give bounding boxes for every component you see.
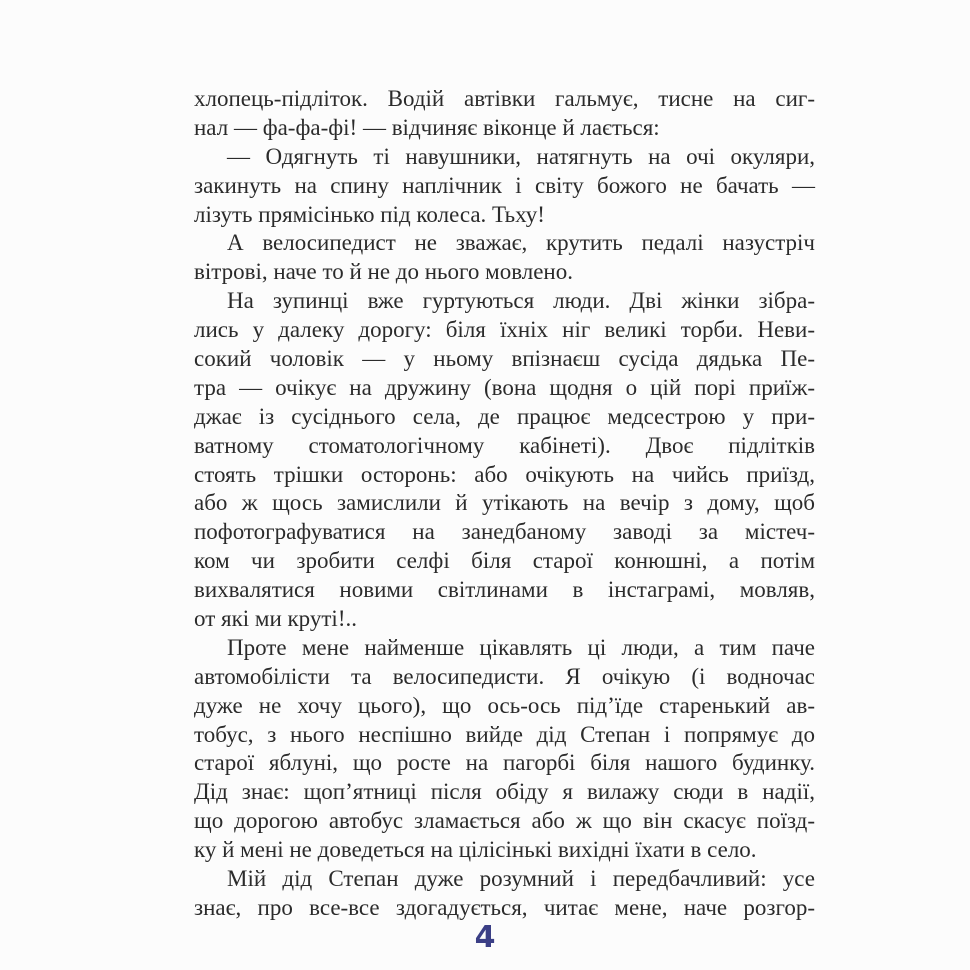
text-line: вітрові, наче то й не до нього мовлено. (194, 259, 573, 285)
page-body-text (194, 85, 815, 923)
text-line: На зупинці вже гуртуються люди. Дві жінки зібра- (227, 288, 815, 314)
text-line: автомобілісти та велосипедисти. Я очікую (і водночас (194, 663, 815, 689)
paragraph (194, 229, 815, 287)
text-line: тобус, з нього неспішно вийде дід Степан і попрямує до (194, 721, 815, 747)
text-line: ватному стоматологічному кабінеті). Двоє підлітків (194, 432, 815, 458)
text-line: А велосипедист не зважає, крутить педалі назустріч (227, 230, 815, 256)
paragraph (194, 634, 815, 865)
paragraph (194, 865, 815, 923)
page-number: 4 (474, 920, 496, 955)
text-line: старої яблуні, що росте на пагорбі біля нашого будинку. (194, 750, 815, 776)
text-line: Мій дід Степан дуже розумний і передбачливий: усе (227, 866, 815, 892)
text-line: стоять трішки осторонь: або очікують на чийсь приїзд, (194, 461, 815, 487)
paragraph (194, 287, 815, 634)
text-line: — Одягнуть ті навушники, натягнуть на очі окуляри, (227, 143, 815, 169)
text-line: джає із сусіднього села, де працює медсестрою у при- (194, 403, 815, 429)
text-line: Проте мене найменше цікавлять ці люди, а тим паче (227, 634, 815, 660)
text-line: лізуть прямісінько під колеса. Тьху! (194, 201, 545, 227)
text-line: хлопець-підліток. Водій автівки гальмує, тисне на сиг- (194, 86, 815, 111)
text-line: лись у далеку дорогу: біля їхніх ніг великі торби. Неви- (194, 317, 815, 343)
text-line: нал — фа-фа-фі! — відчиняє віконце й лається: (194, 114, 660, 140)
text-line: закинуть на спину наплічник і світу божого не бачать — (194, 172, 815, 198)
text-line: сокий чоловік — у ньому впізнаєш сусіда дядька Пе- (194, 346, 815, 372)
text-line: що дорогою автобус зламається або ж що він скасує поїзд- (194, 808, 815, 834)
text-line: ку й мені не доведеться на цілісінькі вихідні їхати в село. (194, 837, 757, 863)
text-line: от які ми круті!.. (194, 606, 357, 632)
text-line: ком чи зробити селфі біля старої конюшні, а потім (194, 548, 815, 574)
text-line: знає, про все-все здогадується, читає мене, наче розгор- (194, 894, 815, 920)
text-line: дуже не хочу цього), що ось-ось під’їде старенький ав- (194, 692, 815, 718)
text-line: тра — очікує на дружину (вона щодня о цій порі приїж- (194, 374, 815, 400)
text-line: Дід знає: щоп’ятниці після обіду я вилажу сюди в надії, (194, 779, 815, 805)
text-line: пофотографуватися на занедбаному заводі за містеч- (194, 519, 815, 545)
paragraph (194, 85, 815, 143)
paragraph (194, 143, 815, 230)
text-line: вихвалятися новими світлинами в інстаграмі, мовляв, (194, 577, 815, 603)
text-line: або ж щось замислили й утікають на вечір з дому, щоб (194, 490, 815, 516)
